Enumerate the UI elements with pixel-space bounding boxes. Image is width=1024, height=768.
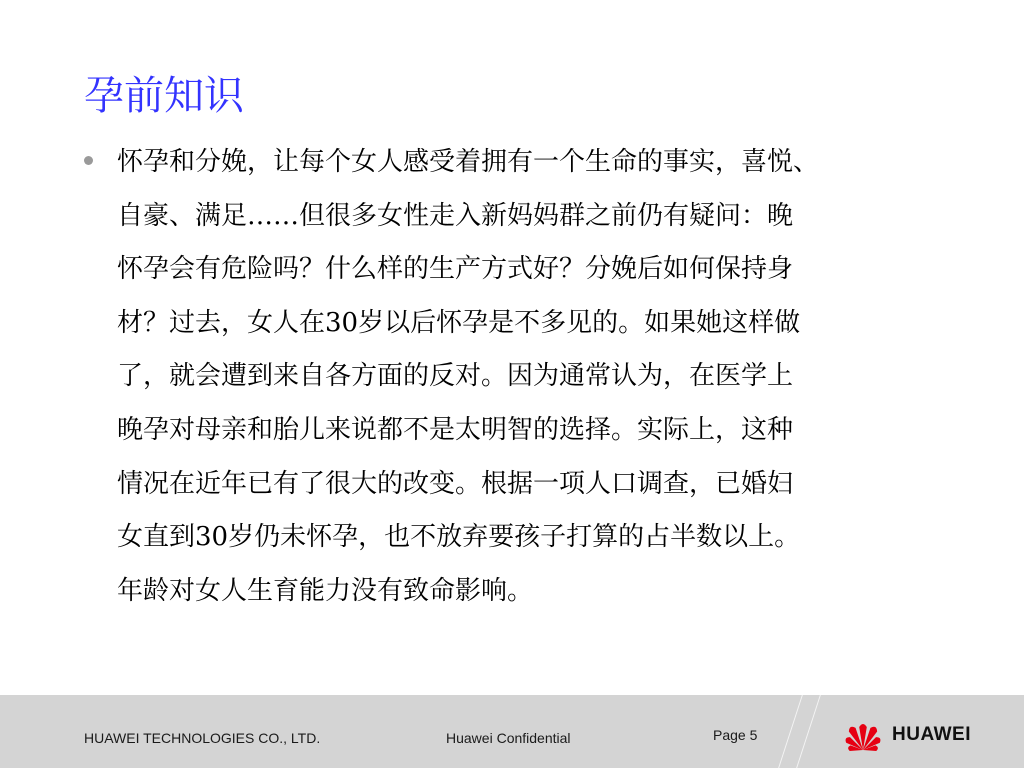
footer-divider [796, 695, 821, 768]
body-line: 材？过去，女人在30岁以后怀孕是不多见的。如果她这样做 [117, 307, 801, 338]
body-line: 年龄对女人生育能力没有致命影响。 [117, 575, 534, 606]
huawei-brand [840, 718, 971, 752]
body-line: 了，就会遭到来自各方面的反对。因为通常认为，在医学上 [117, 361, 794, 392]
body-line: 自豪、满足……但很多女性走入新妈妈群之前仍有疑问：晚 [117, 200, 794, 231]
body-line: 情况在近年已有了很大的改变。根据一项人口调查，已婚妇 [117, 468, 794, 499]
brand-name: HUAWEI [892, 724, 971, 745]
body-line: 晚孕对母亲和胎儿来说都不是太明智的选择。实际上，这种 [117, 414, 794, 445]
footer-confidential: Huawei Confidential [446, 730, 571, 746]
page-number: Page 5 [713, 727, 758, 743]
bullet-dot [84, 156, 93, 165]
body-line: 女直到30岁仍未怀孕，也不放弃要孩子打算的占半数以上。 [117, 522, 801, 553]
slide-title: 孕前知识 [84, 73, 244, 119]
bullet-paragraph [117, 136, 957, 618]
body-line: 怀孕会有危险吗？什么样的生产方式好？分娩后如何保持身 [117, 254, 794, 285]
footer-company: HUAWEI TECHNOLOGIES CO., LTD. [84, 730, 321, 746]
huawei-petal-logo-icon [840, 718, 886, 752]
body-line: 怀孕和分娩，让每个女人感受着拥有一个生命的事实，喜悦、 [117, 147, 820, 177]
